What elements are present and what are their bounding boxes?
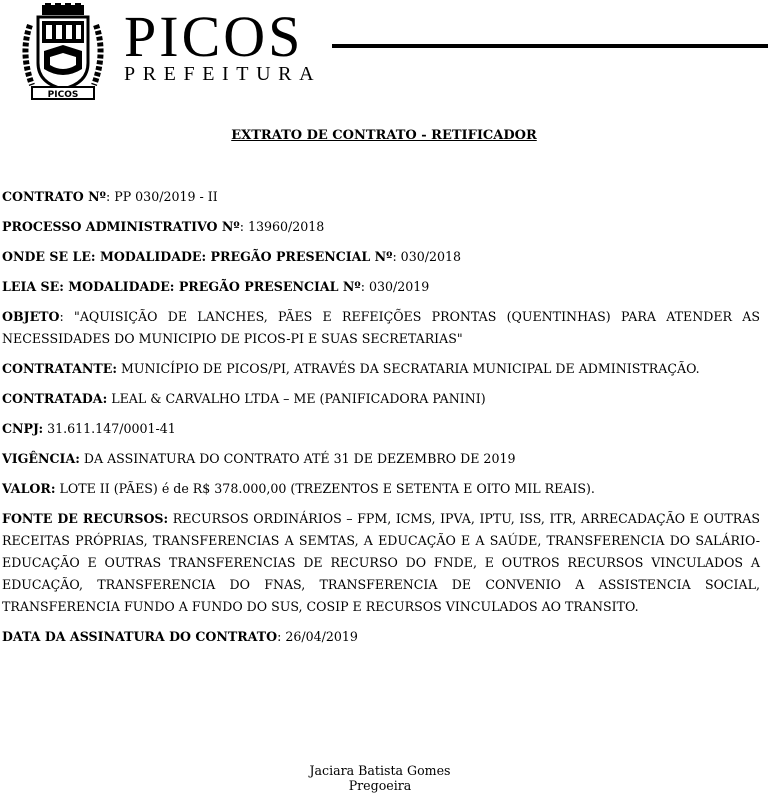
field-label: CNPJ: (2, 421, 44, 436)
field-contratante (2, 358, 760, 380)
field-label: DATA DA ASSINATURA DO CONTRATO (2, 629, 278, 644)
field-label: LEIA SE: MODALIDADE: PREGÃO PRESENCIAL Nº (2, 279, 361, 294)
field-objeto (2, 306, 760, 350)
brand-name: PICOS (124, 4, 304, 69)
field-label: VIGÊNCIA: (2, 451, 80, 466)
field-contratada (2, 388, 760, 410)
field-value: DA ASSINATURA DO CONTRATO ATÉ 31 DE DEZEMBRO DE 2019 (79, 451, 516, 466)
svg-text:PICOS: PICOS (47, 90, 79, 100)
field-label: VALOR: (2, 481, 56, 496)
field-label: CONTRATANTE: (2, 361, 118, 376)
field-label: CONTRATO Nº (2, 189, 106, 204)
field-value: : 26/04/2019 (277, 629, 358, 644)
field-vigencia (2, 448, 760, 470)
field-value: RECURSOS ORDINÁRIOS – FPM, ICMS, IPVA, IPTU, ISS, ITR, ARRECADAÇÃO E OUTRAS RECEITAS PRÓPRIAS, TRANSFERENCIAS A SEMTAS, A EDUCAÇÃO E A SAÚDE, TRANSFERENCIA DO SALÁRIO-EDUCAÇÃO E OUTRAS TRANSFERENCIAS DE RECURSO DO FNDE, E OUTROS RECURSOS VINCULADOS A EDUCAÇÃO, TRANSFERENCIA DO FNAS, TRANSFERENCIA DE CONVENIO A ASSISTENCIA SOCIAL, TRANSFERENCIA FUNDO A FUNDO DO SUS, COSIP E RECURSOS VINCULADOS AO TRANSITO. (2, 511, 760, 614)
signer-name: Jaciara Batista Gomes (309, 763, 451, 778)
document-title: EXTRATO DE CONTRATO - RETIFICADOR (231, 128, 537, 143)
field-leia-se (2, 276, 760, 298)
field-data-assinatura (2, 626, 760, 648)
contract-body (2, 186, 760, 656)
field-label: PROCESSO ADMINISTRATIVO Nº (2, 219, 240, 234)
field-onde-se-le (2, 246, 760, 268)
municipal-seal-icon (18, 3, 108, 103)
field-contrato (2, 186, 760, 208)
field-value: : 030/2019 (360, 279, 430, 294)
field-value: 31.611.147/0001-41 (43, 421, 176, 436)
field-value: : 030/2018 (392, 249, 462, 264)
field-value: LEAL & CARVALHO LTDA – ME (PANIFICADORA PANINI) (107, 391, 486, 406)
field-label: CONTRATADA: (2, 391, 108, 406)
field-label: OBJETO (2, 309, 60, 324)
field-fonte-recursos (2, 508, 760, 618)
field-value: : 13960/2018 (239, 219, 325, 234)
header-divider (332, 44, 768, 48)
letterhead (0, 0, 768, 110)
signer-role: Pregoeira (348, 778, 412, 793)
field-valor (2, 478, 760, 500)
field-value: : "AQUISIÇÃO DE LANCHES, PÃES E REFEIÇÕES PRONTAS (QUENTINHAS) PARA ATENDER AS NECESSIDADES DO MUNICIPIO DE PICOS-PI E SUAS SECRETARIAS" (2, 309, 760, 346)
field-value: MUNICÍPIO DE PICOS/PI, ATRAVÉS DA SECRATARIA MUNICIPAL DE ADMINISTRAÇÃO. (117, 361, 700, 376)
field-cnpj (2, 418, 760, 440)
field-value: LOTE II (PÃES) é de R$ 378.000,00 (TREZENTOS E SETENTA E OITO MIL REAIS). (55, 481, 595, 496)
brand-subtitle: PREFEITURA (124, 63, 322, 85)
signature-block (0, 763, 760, 793)
field-label: ONDE SE LE: MODALIDADE: PREGÃO PRESENCIAL Nº (2, 249, 393, 264)
field-value: : PP 030/2019 - II (105, 189, 218, 204)
field-label: FONTE DE RECURSOS: (2, 511, 169, 526)
field-processo (2, 216, 760, 238)
